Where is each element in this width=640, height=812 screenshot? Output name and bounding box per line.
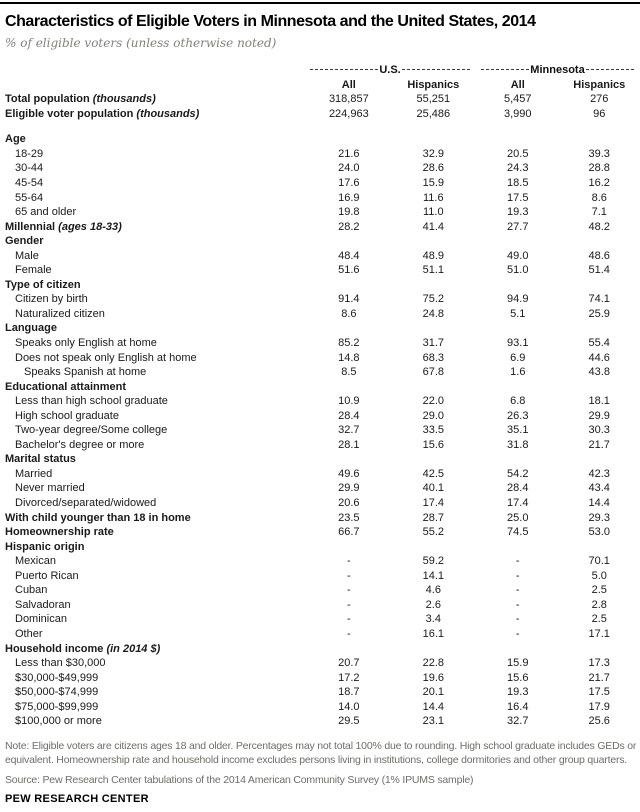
cell-mn-hispanics: 17.9 bbox=[588, 700, 610, 713]
note-line-1: Note: Eligible voters are citizens ages 18 and older. Percentages may not total 100% due to rounding. High school graduate includes GEDs or bbox=[5, 739, 636, 752]
table-row bbox=[5, 612, 636, 627]
row-label-note: (in 2014 $) bbox=[103, 642, 161, 655]
row-label: Marital status bbox=[5, 453, 76, 466]
cell-us-hispanics: 51.1 bbox=[422, 264, 445, 277]
row-label: Cuban bbox=[15, 584, 48, 597]
cell-us-all: 19.8 bbox=[338, 206, 360, 219]
column-header-mn-hispanics: Hispanics bbox=[573, 78, 626, 91]
cell-us-hispanics: 42.5 bbox=[422, 467, 445, 480]
table-row bbox=[5, 423, 636, 438]
cell-mn-all: 35.1 bbox=[507, 424, 529, 437]
table-row bbox=[5, 525, 636, 540]
cell-mn-all: 32.7 bbox=[507, 715, 529, 728]
cell-us-all: 51.6 bbox=[338, 264, 360, 277]
row-label: Educational attainment bbox=[5, 380, 127, 393]
cell-us-all: - bbox=[347, 627, 351, 640]
row-label: $30,000-$49,999 bbox=[15, 671, 99, 684]
table-row bbox=[5, 161, 636, 176]
cell-mn-all: - bbox=[515, 627, 520, 640]
row-label: Male bbox=[15, 249, 39, 262]
cell-us-all: 29.5 bbox=[338, 715, 360, 728]
cell-mn-all: 6.9 bbox=[510, 351, 526, 364]
row-label: Speaks only English at home bbox=[15, 337, 157, 350]
row-label: Hispanic origin bbox=[5, 540, 85, 553]
column-group-header bbox=[5, 63, 636, 76]
cell-mn-hispanics: 51.4 bbox=[588, 264, 610, 277]
table-row bbox=[5, 307, 636, 322]
cell-mn-hispanics: 39.3 bbox=[588, 147, 610, 160]
cell-us-all: - bbox=[347, 569, 351, 582]
cell-us-all: - bbox=[347, 598, 351, 611]
dash-line bbox=[310, 69, 378, 70]
cell-us-hispanics: 20.1 bbox=[422, 686, 445, 699]
cell-mn-hispanics: 8.6 bbox=[591, 191, 607, 204]
row-label: Less than $30,000 bbox=[15, 657, 106, 670]
table-row bbox=[5, 554, 636, 569]
cell-mn-all: 54.2 bbox=[507, 467, 529, 480]
cell-mn-all: 5,457 bbox=[504, 93, 532, 106]
cell-us-hispanics: 24.8 bbox=[422, 307, 445, 320]
row-label: Gender bbox=[5, 235, 44, 248]
group-us-label: U.S. bbox=[379, 63, 401, 76]
cell-us-all: 85.2 bbox=[338, 337, 360, 350]
cell-mn-hispanics: 2.5 bbox=[591, 584, 607, 597]
row-label: Puerto Rican bbox=[15, 569, 79, 582]
cell-us-all: 10.9 bbox=[338, 395, 360, 408]
row-label: Does not speak only English at home bbox=[15, 351, 197, 364]
cell-us-all: 28.4 bbox=[338, 409, 360, 422]
cell-us-all: 29.9 bbox=[338, 482, 360, 495]
cell-us-hispanics: 41.4 bbox=[422, 220, 444, 233]
row-label: Married bbox=[15, 467, 53, 480]
group-minnesota-label: Minnesota bbox=[530, 63, 585, 76]
row-label: Two-year degree/Some college bbox=[15, 424, 168, 437]
table-row bbox=[5, 496, 636, 511]
table-row bbox=[5, 699, 636, 714]
cell-mn-hispanics: 43.8 bbox=[588, 366, 610, 379]
cell-mn-hispanics: 48.2 bbox=[588, 220, 610, 233]
table-row bbox=[5, 539, 636, 554]
spacer-row bbox=[5, 121, 636, 132]
cell-us-hispanics: 11.0 bbox=[423, 206, 444, 219]
cell-us-hispanics: 75.2 bbox=[422, 293, 445, 306]
source-text: Source: Pew Research Center tabulations of the 2014 American Community Survey (1% IPUMS sample) bbox=[5, 773, 474, 786]
table-row bbox=[5, 219, 636, 234]
row-label: 18-29 bbox=[15, 147, 44, 160]
row-label: Eligible voter population (thousands) bbox=[5, 107, 200, 120]
row-label: Total population (thousands) bbox=[5, 93, 156, 106]
cell-us-hispanics: 59.2 bbox=[422, 555, 445, 568]
row-label: Language bbox=[5, 322, 57, 335]
cell-us-all: 20.7 bbox=[338, 657, 360, 670]
cell-us-all: 224,963 bbox=[328, 107, 369, 120]
table-row bbox=[5, 379, 636, 394]
cell-us-all: 14.8 bbox=[338, 351, 360, 364]
table-row bbox=[5, 394, 636, 409]
cell-us-all: 14.0 bbox=[338, 700, 360, 713]
cell-us-hispanics: 15.9 bbox=[422, 177, 445, 189]
note-text bbox=[5, 739, 636, 768]
cell-mn-all: 16.4 bbox=[507, 700, 529, 713]
table-row bbox=[5, 321, 636, 336]
cell-us-hispanics: 55,251 bbox=[416, 93, 451, 106]
row-label: $100,000 or more bbox=[15, 715, 102, 728]
row-label: Dominican bbox=[15, 613, 67, 626]
cell-us-hispanics: 31.7 bbox=[422, 337, 445, 350]
cell-us-all: 48.4 bbox=[338, 249, 360, 262]
cell-mn-hispanics: 17.1 bbox=[588, 627, 610, 640]
table-row bbox=[5, 92, 636, 107]
cell-mn-all: 19.3 bbox=[507, 206, 529, 219]
cell-mn-all: 51.0 bbox=[507, 264, 529, 277]
table-row bbox=[5, 278, 636, 293]
cell-us-hispanics: 28.6 bbox=[422, 162, 445, 175]
cell-mn-hispanics: 21.7 bbox=[588, 438, 610, 451]
table-row bbox=[5, 176, 636, 191]
cell-mn-all: 93.1 bbox=[507, 337, 529, 350]
row-label-note: (thousands) bbox=[89, 93, 156, 106]
cell-mn-hispanics: 55.4 bbox=[588, 337, 610, 350]
row-label: Divorced/separated/widowed bbox=[15, 497, 157, 510]
table-row bbox=[5, 510, 636, 525]
cell-mn-all: 19.3 bbox=[507, 686, 529, 699]
group-minnesota bbox=[473, 64, 636, 76]
cell-mn-hispanics: 29.3 bbox=[588, 511, 610, 524]
table-row bbox=[5, 147, 636, 162]
cell-us-hispanics: 68.3 bbox=[422, 351, 445, 364]
cell-us-hispanics: 22.8 bbox=[422, 657, 445, 670]
row-label: Never married bbox=[15, 482, 85, 495]
table-row bbox=[5, 336, 636, 351]
row-label: Mexican bbox=[15, 555, 56, 568]
cell-mn-hispanics: 14.4 bbox=[588, 497, 610, 510]
table-row bbox=[5, 481, 636, 496]
row-label: Age bbox=[5, 133, 26, 146]
cell-mn-all: 26.3 bbox=[507, 409, 529, 422]
cell-mn-all: 74.5 bbox=[507, 526, 529, 539]
row-label: 45-54 bbox=[15, 177, 44, 189]
report-page bbox=[0, 13, 640, 805]
table-row bbox=[5, 350, 636, 365]
row-label: With child younger than 18 in home bbox=[5, 511, 191, 524]
row-label: Type of citizen bbox=[5, 278, 81, 291]
cell-us-hispanics: 32.9 bbox=[422, 147, 445, 160]
cell-mn-hispanics: 25.6 bbox=[588, 715, 610, 728]
cell-mn-all: 18.5 bbox=[507, 177, 529, 189]
cell-mn-all: 15.9 bbox=[507, 657, 529, 670]
table-row bbox=[5, 248, 636, 263]
cell-us-all: 17.2 bbox=[338, 671, 360, 684]
cell-us-hispanics: 15.6 bbox=[422, 438, 445, 451]
cell-mn-all: 1.6 bbox=[510, 366, 526, 379]
cell-mn-hispanics: 28.8 bbox=[588, 162, 610, 175]
cell-us-all: 17.6 bbox=[338, 177, 360, 189]
cell-mn-all: - bbox=[515, 613, 520, 626]
row-label: Citizen by birth bbox=[15, 293, 88, 306]
cell-us-hispanics: 19.6 bbox=[422, 671, 445, 684]
page-title: Characteristics of Eligible Voters in Minnesota and the United States, 2014 bbox=[5, 13, 536, 30]
row-label: Salvadoran bbox=[15, 598, 71, 611]
cell-us-hispanics: 67.8 bbox=[422, 366, 445, 379]
cell-us-hispanics: 33.5 bbox=[422, 424, 445, 437]
cell-mn-all: 25.0 bbox=[507, 511, 529, 524]
cell-us-hispanics: 16.1 bbox=[422, 627, 445, 640]
table-row bbox=[5, 641, 636, 656]
cell-mn-hispanics: 48.6 bbox=[588, 249, 610, 262]
cell-mn-hispanics: 70.1 bbox=[588, 555, 610, 568]
row-label-note: (ages 18-33) bbox=[55, 220, 122, 233]
table-row bbox=[5, 467, 636, 482]
row-label: Homeownership rate bbox=[5, 526, 114, 539]
cell-mn-all: 94.9 bbox=[507, 293, 529, 306]
table-row bbox=[5, 598, 636, 613]
row-label: High school graduate bbox=[15, 409, 119, 422]
row-label: Naturalized citizen bbox=[15, 307, 105, 320]
table-row bbox=[5, 205, 636, 220]
group-us bbox=[304, 64, 473, 76]
cell-us-all: 318,857 bbox=[328, 93, 369, 106]
cell-mn-hispanics: 7.1 bbox=[591, 206, 607, 219]
table-row bbox=[5, 263, 636, 278]
cell-mn-hispanics: 17.3 bbox=[588, 657, 610, 670]
cell-us-all: - bbox=[347, 555, 351, 568]
row-label: Speaks Spanish at home bbox=[24, 366, 147, 379]
page-subtitle: % of eligible voters (unless otherwise noted) bbox=[5, 36, 277, 50]
cell-mn-all: 5.1 bbox=[510, 307, 526, 320]
row-label: 55-64 bbox=[15, 191, 44, 204]
table-row bbox=[5, 292, 636, 307]
table-row bbox=[5, 438, 636, 453]
table-row bbox=[5, 627, 636, 642]
cell-mn-hispanics: 42.3 bbox=[588, 467, 610, 480]
cell-mn-all: 20.5 bbox=[507, 147, 529, 160]
cell-mn-hispanics: 29.9 bbox=[588, 409, 610, 422]
cell-us-all: - bbox=[347, 613, 351, 626]
cell-us-hispanics: 48.9 bbox=[422, 249, 445, 262]
table-row bbox=[5, 656, 636, 671]
cell-mn-hispanics: 30.3 bbox=[588, 424, 610, 437]
cell-us-hispanics: 14.4 bbox=[422, 700, 445, 713]
cell-mn-all: 31.8 bbox=[507, 438, 529, 451]
row-label: Household income (in 2014 $) bbox=[5, 642, 161, 655]
row-label-note: (thousands) bbox=[133, 107, 200, 120]
voters-table bbox=[5, 63, 636, 729]
cell-us-hispanics: 14.1 bbox=[422, 569, 445, 582]
cell-mn-hispanics: 21.7 bbox=[588, 671, 610, 684]
cell-mn-all: - bbox=[515, 555, 520, 568]
row-label: Bachelor's degree or more bbox=[15, 438, 145, 451]
cell-mn-hispanics: 53.0 bbox=[588, 526, 610, 539]
cell-us-hispanics: 25,486 bbox=[416, 107, 451, 120]
note-line-2: equivalent. Homeownership rate and household income excludes persons living in institutions, college dormitories and other group quarters. bbox=[5, 754, 628, 767]
row-label: $50,000-$74,999 bbox=[15, 686, 99, 699]
table-row bbox=[5, 365, 636, 380]
cell-us-hispanics: 2.6 bbox=[425, 598, 441, 611]
cell-us-all: 24.0 bbox=[338, 162, 360, 175]
cell-mn-hispanics: 5.0 bbox=[591, 569, 607, 582]
row-label: Millennial (ages 18-33) bbox=[5, 220, 122, 233]
table-row bbox=[5, 408, 636, 423]
cell-us-all: 49.6 bbox=[338, 467, 360, 480]
row-label: 65 and older bbox=[15, 206, 77, 219]
column-header-us-all: All bbox=[341, 78, 356, 91]
table-body bbox=[5, 92, 636, 729]
dash-line bbox=[586, 69, 634, 70]
cell-mn-all: - bbox=[515, 584, 520, 597]
cell-us-hispanics: 3.4 bbox=[425, 613, 441, 626]
cell-mn-hispanics: 18.1 bbox=[588, 395, 610, 408]
cell-mn-all: 17.5 bbox=[507, 191, 529, 204]
table-row bbox=[5, 583, 636, 598]
cell-us-all: 18.7 bbox=[338, 686, 360, 699]
table-row bbox=[5, 685, 636, 700]
row-label: $75,000-$99,999 bbox=[15, 700, 99, 713]
table-row bbox=[5, 190, 636, 205]
table-row bbox=[5, 714, 636, 729]
cell-us-all: 91.4 bbox=[338, 293, 360, 306]
column-header-us-hispanics: Hispanics bbox=[407, 78, 460, 91]
cell-mn-hispanics: 43.4 bbox=[588, 482, 610, 495]
cell-us-hispanics: 28.7 bbox=[422, 511, 444, 524]
cell-mn-all: 15.6 bbox=[507, 671, 529, 684]
cell-us-all: 32.7 bbox=[338, 424, 360, 437]
cell-us-all: 66.7 bbox=[338, 526, 360, 539]
cell-mn-hispanics: 17.5 bbox=[588, 686, 610, 699]
cell-mn-hispanics: 74.1 bbox=[588, 293, 610, 306]
cell-us-hispanics: 22.0 bbox=[422, 395, 445, 408]
cell-us-hispanics: 17.4 bbox=[422, 497, 445, 510]
cell-us-all: 23.5 bbox=[338, 511, 360, 524]
dash-line bbox=[481, 69, 529, 70]
table-row bbox=[5, 107, 636, 122]
row-label: 30-44 bbox=[15, 162, 44, 175]
cell-mn-all: 49.0 bbox=[507, 249, 529, 262]
cell-mn-hispanics: 16.2 bbox=[588, 177, 610, 189]
table-row bbox=[5, 569, 636, 584]
cell-us-all: 28.1 bbox=[338, 438, 360, 451]
cell-mn-all: 28.4 bbox=[507, 482, 529, 495]
column-header-row bbox=[5, 77, 636, 92]
cell-us-all: - bbox=[347, 584, 351, 597]
cell-mn-all: 24.3 bbox=[507, 162, 529, 175]
cell-us-hispanics: 29.0 bbox=[422, 409, 445, 422]
row-label: Female bbox=[15, 264, 52, 277]
cell-mn-all: 6.8 bbox=[510, 395, 526, 408]
cell-mn-all: - bbox=[515, 598, 520, 611]
table-row bbox=[5, 132, 636, 147]
cell-us-all: 21.6 bbox=[338, 147, 360, 160]
top-rule bbox=[0, 2, 640, 4]
cell-us-hispanics: 11.6 bbox=[423, 191, 444, 204]
cell-mn-hispanics: 2.8 bbox=[591, 598, 607, 611]
cell-us-all: 20.6 bbox=[338, 497, 360, 510]
table-row bbox=[5, 234, 636, 249]
cell-us-all: 16.9 bbox=[338, 191, 360, 204]
column-header-mn-all: All bbox=[510, 78, 525, 91]
cell-mn-all: - bbox=[515, 569, 520, 582]
cell-mn-hispanics: 96 bbox=[593, 107, 606, 120]
cell-us-hispanics: 55.2 bbox=[422, 526, 444, 539]
cell-mn-hispanics: 25.9 bbox=[588, 307, 610, 320]
cell-us-all: 8.6 bbox=[341, 307, 357, 320]
cell-mn-hispanics: 276 bbox=[590, 93, 609, 106]
cell-mn-all: 3,990 bbox=[504, 107, 532, 120]
cell-mn-hispanics: 44.6 bbox=[588, 351, 610, 364]
cell-mn-all: 27.7 bbox=[507, 220, 529, 233]
cell-us-hispanics: 23.1 bbox=[422, 715, 445, 728]
dash-line bbox=[402, 69, 470, 70]
brand-label: PEW RESEARCH CENTER bbox=[5, 792, 149, 805]
cell-us-all: 8.5 bbox=[341, 366, 357, 379]
cell-mn-all: 17.4 bbox=[507, 497, 529, 510]
table-row bbox=[5, 452, 636, 467]
cell-us-all: 28.2 bbox=[338, 220, 360, 233]
cell-us-hispanics: 4.6 bbox=[425, 584, 441, 597]
table-row bbox=[5, 670, 636, 685]
cell-us-hispanics: 40.1 bbox=[422, 482, 445, 495]
row-label: Other bbox=[15, 627, 43, 640]
row-label: Less than high school graduate bbox=[15, 395, 168, 408]
cell-mn-hispanics: 2.5 bbox=[591, 613, 607, 626]
